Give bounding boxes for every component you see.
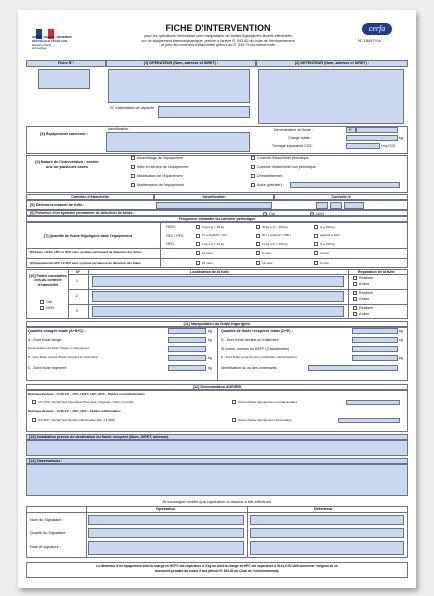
- fuite-row-3-number: 3: [76, 309, 78, 313]
- adr-header: [12] Dénomination ADR/RID: [26, 384, 408, 390]
- detenteur-qualite-field[interactable]: [250, 528, 404, 538]
- cerfa-logo-text: cerfa: [368, 24, 386, 33]
- manip-right-1: Quantité de fluide récupérée totale (D+E) :: [221, 328, 293, 333]
- nature-label: [4] Nature de l'intervention : cocher une ou plusieurs cases: [35, 160, 99, 169]
- hfo-checkbox-2[interactable]: [256, 242, 260, 246]
- controle-col-header: Contrôle d'étanchéité: [26, 194, 154, 200]
- fuite-row-1-afaire-label: A faire: [359, 282, 370, 286]
- fuite-row-2-afaire-checkbox[interactable]: [353, 297, 357, 301]
- charge-field[interactable]: [346, 135, 398, 141]
- fuite-row-2-afaire-label: A faire: [359, 297, 370, 301]
- adr-rubrique-1: Rubrique Déchets : 14 06 01* – CFC, HCFC, HFC, HFO – Fluides non-inflammables: [28, 392, 145, 396]
- row9-label: [9] Equipements HFC et HFO avec système permanent de détection des fuites: [30, 260, 141, 265]
- presence-label: [6] Présence d'un système permanent de détection de fuites :: [30, 211, 135, 215]
- fuite-row-3-afaire-checkbox[interactable]: [353, 312, 357, 316]
- attestation-field[interactable]: [158, 106, 250, 118]
- tonnage-unit: t.éq.CO2: [381, 144, 396, 148]
- row8-value-1: 12 mois: [202, 250, 213, 255]
- marianne-logo: [36, 26, 54, 36]
- footer-line-1: Le détenteur d'un équipement dont la charge en HCFC est supérieure à 3 kg ou dont la charge en HFC est supérieure à 5t eq CO2 doit conserver l'original de ce: [96, 564, 338, 568]
- hcfc-value-3: Q ≥ 300 kg: [320, 224, 335, 229]
- adr-un3161-label: UN 3161, Déchet Gaz liquéfié inflammable NSA, 2.1 (B/D): [38, 417, 116, 422]
- row9-checkbox-1[interactable]: [196, 261, 200, 265]
- adr-rubrique-2: Rubrique Déchets : 14 06 01* – HFC, HFO – Fluides inflammables: [28, 409, 121, 413]
- identification-field[interactable]: [106, 132, 250, 152]
- manip-right-4-field[interactable]: [352, 355, 398, 361]
- denomination-unit: R: [349, 127, 352, 132]
- fuites-col-localisation: Localisation de la fuite: [190, 269, 229, 274]
- fuites-oui-checkbox[interactable]: [40, 300, 44, 304]
- nature-option-8: Autre (préciser) :: [257, 183, 284, 187]
- form-sheet: [18, 10, 416, 588]
- presence-oui-label: OUI: [269, 211, 276, 216]
- identification-label: Identification :: [108, 127, 131, 131]
- detenteur-header: [2] DETENTEUR (Nom, adresse et SIRET) :: [256, 60, 408, 67]
- fuites-oui-label: OUI: [46, 300, 53, 304]
- detecteur-label: [5] Détecteur manuel de fuite :: [30, 203, 85, 207]
- fuites-non-label: NON: [46, 306, 54, 310]
- hcfc-checkbox-1[interactable]: [196, 225, 200, 229]
- charge-label: Charge totale :: [288, 136, 312, 140]
- observations-header: [14] Observations :: [26, 458, 408, 464]
- fuite-row-2-number: 2: [76, 294, 78, 298]
- detenteur-nom-field[interactable]: [250, 515, 404, 525]
- hfo-value-1: 1 kg ≤ Q < 10 kg: [202, 241, 225, 246]
- fuite-row-2-localisation[interactable]: [92, 291, 344, 302]
- fiche-number-field[interactable]: [38, 69, 90, 89]
- nature-autre-field[interactable]: [290, 182, 400, 188]
- tonnage-label: Tonnage équivalent CO2 :: [272, 144, 314, 148]
- cerfa-logo: [362, 23, 392, 35]
- nature-option-4: Maintenance de l'équipement: [137, 183, 184, 187]
- manip-left-4-field[interactable]: [168, 355, 206, 361]
- manip-left-5-field[interactable]: [168, 365, 206, 371]
- nature-option-6: Contrôle d'étanchéité non périodique: [257, 165, 316, 169]
- adr-autre1-field[interactable]: [346, 400, 400, 405]
- gov-line-1: LIBERTÉ • ÉGALITÉ • FRATERNITÉ: [32, 36, 72, 39]
- row9-value-3: 6 mois: [320, 260, 329, 265]
- fuite-row-1-realisee-checkbox[interactable]: [353, 276, 357, 280]
- manip-right-1-field[interactable]: [352, 328, 398, 334]
- hcfc-label: HCFC: [166, 225, 176, 229]
- nature-option-1: Assemblage de l'équipement: [137, 156, 184, 160]
- fuite-row-3-afaire-label: A faire: [359, 312, 370, 316]
- hfc-checkbox-1[interactable]: [196, 234, 200, 238]
- certify-text: Je soussigné certifie que l'opération ci-dessus a été effectuée.: [161, 499, 273, 504]
- fuite-row-2-realisee-label: Réalisée: [359, 291, 373, 295]
- nature-checkbox-5[interactable]: [251, 156, 255, 160]
- operateur-field[interactable]: [108, 69, 250, 103]
- manip-left-4-unit: kg: [208, 355, 212, 360]
- nature-option-3: Modification de l'équipement: [137, 174, 183, 178]
- fuites-non-checkbox[interactable]: [40, 306, 44, 310]
- hfc-value-2: 50 t ≤ teqCO2 < 500 t: [262, 233, 291, 237]
- equipement-label: [3] Équipement concerné :: [40, 132, 88, 136]
- nature-checkbox-2[interactable]: [131, 165, 135, 169]
- manip-right-5-field[interactable]: [308, 365, 398, 371]
- adr-autre1-checkbox[interactable]: [232, 400, 236, 404]
- hcfc-value-2: 30 kg ≤ Q < 300 kg: [262, 224, 288, 229]
- operateur-signature-field[interactable]: [88, 541, 244, 555]
- hfc-checkbox-2[interactable]: [256, 234, 260, 238]
- footer-line-2: document pendant au moins 5 ans (article R. 543-82 du Code de l'environnement).: [154, 568, 280, 573]
- manip-left-2-unit: kg: [208, 337, 212, 342]
- row8-value-3: 3 mois: [320, 250, 329, 255]
- nature-checkbox-1[interactable]: [131, 156, 135, 160]
- hfo-checkbox-3[interactable]: [314, 242, 318, 246]
- manip-right-3-field[interactable]: [352, 346, 398, 352]
- hfc-label: HFC / PFC: [166, 233, 184, 238]
- gov-line-2: RÉPUBLIQUE FRANÇAISE: [32, 39, 68, 43]
- manip-left-4: B - Dont fluide recyclé (fluide récupéré et réintroduit) :: [28, 355, 100, 359]
- adr-un1078-checkbox[interactable]: [32, 400, 36, 404]
- denomination-field[interactable]: [356, 127, 398, 133]
- signature-row-date: Date et signature :: [30, 545, 62, 549]
- manipulation-header: [11] Manipulation du fluide frigorigène: [26, 321, 408, 327]
- identification-col-header: Identification: [154, 194, 274, 200]
- manip-left-5: C - Dont fluide régénéré :: [28, 365, 69, 370]
- fuite-row-1-number: 1: [76, 279, 78, 283]
- row8-checkbox-1[interactable]: [196, 251, 200, 255]
- signature-col-detenteur: Détenteur: [314, 506, 333, 511]
- manip-left-3: Dénomination du fluide chargé si changement :: [28, 346, 91, 350]
- controle-date-year[interactable]: [344, 202, 364, 209]
- manip-left-2: A - Dont fluide vierge :: [28, 337, 64, 342]
- detenteur-field[interactable]: [258, 69, 404, 124]
- row9-value-2: 12 mois: [262, 260, 273, 265]
- manip-left-1: Quantité chargée totale (A+B+C) :: [28, 328, 86, 333]
- row9-value-1: 24 mois: [202, 260, 213, 265]
- hfc-value-3: teqCO2 ≥ 500 t: [320, 233, 341, 237]
- row8-value-2: 6 mois: [262, 250, 271, 255]
- gov-line-3: Ministère chargé: [32, 44, 52, 47]
- detecteur-identification-field[interactable]: [156, 202, 272, 209]
- controle-date-month[interactable]: [330, 202, 342, 209]
- subtitle-3: et pour les contrôles d'étanchéité prévus au R. 543-79 du même code: [161, 43, 275, 47]
- fuite-row-2-realisee-checkbox[interactable]: [353, 291, 357, 295]
- operateur-header: [1] OPERATEUR (Nom, adresse et SIRET) :: [106, 60, 256, 67]
- manip-right-4: E - Dont fluide conservé pour réutilisation (réintroduction): [221, 355, 297, 359]
- adr-autre2-field[interactable]: [338, 418, 400, 423]
- denomination-label: Dénomination du fluide :: [274, 128, 313, 132]
- row9-checkbox-3[interactable]: [314, 261, 318, 265]
- subtitle-1: pour les opérations nécessitant une manipulation de fluides frigorigènes fluorés effectuées: [144, 34, 292, 38]
- fuites-label: [10] Fuites constatées lors du contrôle d'étanchéité: [29, 274, 67, 287]
- hfo-value-3: Q ≥ 100 kg: [320, 241, 335, 246]
- quantite-label: [7] Quantité de fluide frigorigène dans l'équipement: [44, 234, 132, 238]
- hcfc-checkbox-3[interactable]: [314, 225, 318, 229]
- detenteur-signature-field[interactable]: [250, 541, 404, 555]
- gov-line-4: de l'écologie: [32, 47, 47, 50]
- subtitle-2: sur un équipement thermodynamique, prévue à l'article R. 543-82 du code de l'environnement: [141, 38, 295, 43]
- signature-row-qualite: Qualité du Signataire :: [30, 531, 68, 535]
- nature-checkbox-6[interactable]: [251, 165, 255, 169]
- manip-right-2-field[interactable]: [352, 337, 398, 343]
- fuite-row-1-afaire-checkbox[interactable]: [353, 282, 357, 286]
- adr-autre2-checkbox[interactable]: [232, 418, 236, 422]
- row9-checkbox-2[interactable]: [256, 261, 260, 265]
- fuites-col-no: N°: [76, 269, 81, 274]
- fiche-number-label: Fiche N°:: [26, 60, 106, 67]
- page-title: FICHE D'INTERVENTION: [165, 23, 271, 33]
- manip-left-5-unit: kg: [208, 365, 212, 370]
- hfo-label: HFO: [166, 242, 174, 246]
- hfo-checkbox-1[interactable]: [196, 242, 200, 246]
- fuite-row-3-localisation[interactable]: [92, 306, 344, 317]
- fuites-col-reparation: Réparation de la fuite: [358, 269, 395, 274]
- signature-row-nom: Nom du Signataire :: [30, 518, 64, 522]
- signature-col-operateur: Opérateur: [156, 506, 176, 511]
- hcfc-checkbox-2[interactable]: [256, 225, 260, 229]
- hfc-value-1: 5 t ≤ teqCO2 < 50 t: [202, 233, 228, 237]
- nature-option-2: Mise en service de l'équipement: [137, 165, 189, 169]
- row8-checkbox-2[interactable]: [256, 251, 260, 255]
- nature-checkbox-4[interactable]: [131, 183, 135, 187]
- fuite-row-1-realisee-label: Réalisée: [359, 276, 373, 280]
- tonnage-field[interactable]: [346, 143, 380, 149]
- presence-non-label: NON: [316, 211, 324, 216]
- nature-checkbox-7[interactable]: [251, 174, 255, 178]
- nature-option-5: Contrôle d'étanchéité périodique: [257, 156, 309, 160]
- installation-header: [13] Installation prévue de destination du fluide récupéré (Nom, SIRET, adresse): [26, 434, 408, 440]
- controle-date-day[interactable]: [316, 202, 328, 209]
- adr-autre1-label: Autres fluides frigorigènes non-inflammables :: [238, 399, 299, 404]
- adr-un1078-label: UN 1078, Déchet Gaz frigorifique NSA (Gaz réfrigérant, NSA), 2.2 (C/E): [38, 399, 134, 404]
- fuite-row-3-realisee-checkbox[interactable]: [353, 306, 357, 310]
- charge-unit: kg: [399, 136, 403, 140]
- manip-right-2-unit: kg: [399, 337, 403, 342]
- frequence-header: Fréquence minimale du contrôle périodique: [26, 216, 408, 222]
- adr-un3161-checkbox[interactable]: [32, 418, 36, 422]
- row8-label: [8] Equip. HCFC, HFC et HFO sans système permanent de détection des fuites: [30, 250, 142, 254]
- fuite-row-1-localisation[interactable]: [92, 276, 344, 287]
- observations-field[interactable]: [26, 464, 408, 496]
- nature-checkbox-3[interactable]: [131, 174, 135, 178]
- hcfc-value-1: 2 kg ≤ Q < 30 kg: [202, 224, 225, 229]
- controle-le-col-header: Contrôle le: [274, 194, 408, 200]
- manip-left-2-field[interactable]: [168, 337, 206, 343]
- manip-right-5: Identification du ou des contenants :: [221, 365, 279, 370]
- operateur-qualite-field[interactable]: [88, 528, 244, 538]
- cerfa-number: N° 15497*04: [358, 38, 381, 43]
- hfc-checkbox-3[interactable]: [314, 234, 318, 238]
- manip-left-3-field[interactable]: [168, 346, 206, 352]
- manip-right-2: D - Dont fluide destiné au traitement: [221, 337, 279, 342]
- nature-option-7: Démantèlement: [257, 174, 283, 178]
- manip-left-1-field[interactable]: [168, 328, 206, 334]
- operateur-nom-field[interactable]: [88, 515, 244, 525]
- hfo-value-2: 10 kg ≤ Q < 100 kg: [262, 241, 288, 246]
- installation-field[interactable]: [26, 440, 408, 456]
- nature-checkbox-8[interactable]: [251, 183, 255, 187]
- manip-right-3: Si connu, numéro du BSFF (Trackdéchets): [221, 347, 290, 351]
- fuite-row-3-realisee-label: Réalisée: [359, 306, 373, 310]
- manip-right-4-unit: kg: [399, 355, 403, 360]
- manip-left-1-unit: kg: [208, 328, 212, 333]
- row8-checkbox-3[interactable]: [314, 251, 318, 255]
- attestation-label: N° d'attestation de capacité :: [110, 106, 156, 110]
- adr-autre2-label: Autres fluides frigorigènes inflammables :: [238, 417, 293, 422]
- manip-right-1-unit: kg: [399, 328, 403, 333]
